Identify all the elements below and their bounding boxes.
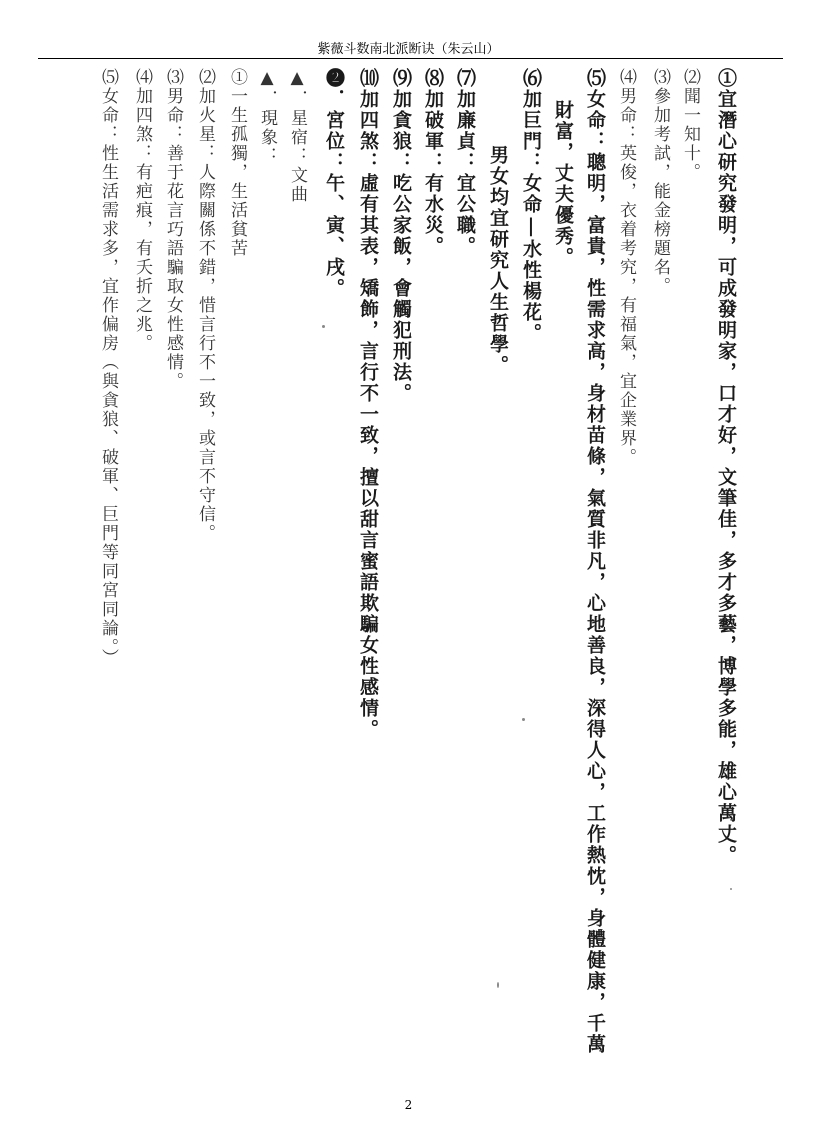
text-column-2: ⑵聞一知十。 [680, 68, 700, 182]
text-column-16: ①一生孤獨，生活貧苦 [227, 68, 247, 258]
scan-speck [497, 982, 499, 988]
scan-speck [522, 718, 525, 721]
text-column-12: ⑽加四煞：虛有其表，矯飾，言行不一致，擅以甜言蜜語欺騙女性感情。 [357, 68, 379, 740]
text-column-8: 男女均宜研究人生哲學。 [487, 145, 509, 376]
text-column-17: ⑵加火星：人際關係不錯，惜言行不一致，或言不守信。 [195, 68, 215, 543]
text-column-14: ▲．星宿：文曲 [287, 68, 307, 204]
text-column-11: ⑼加貪狼：吃公家飯，會觸犯刑法。 [390, 68, 412, 404]
text-column-13: ❷．宮位：午、寅、戌。 [323, 68, 345, 299]
text-column-6: 財富，丈夫優秀。 [552, 100, 574, 268]
text-column-3: ⑶參加考試，能金榜題名。 [650, 68, 670, 296]
text-column-7: ⑹加巨門：女命|水性楊花。 [520, 68, 542, 344]
text-column-10: ⑻加破軍：有水災。 [422, 68, 444, 257]
text-column-18: ⑶男命：善于花言巧語騙取女性感情。 [163, 68, 183, 391]
header-divider [38, 58, 783, 59]
page-number: 2 [404, 1098, 413, 1112]
text-column-19: ⑷加四煞：有疤痕，有夭折之兆。 [132, 68, 152, 353]
text-column-9: ⑺加廉貞：宜公職。 [454, 68, 476, 257]
text-column-1: ①宜潛心研究發明，可成發明家，口才好，文筆佳，多才多藝，博學多能，雄心萬丈。 [715, 68, 737, 866]
scan-speck [322, 325, 325, 328]
text-column-20: ⑸女命：性生活需求多，宜作偏房（與貪狼、破軍、巨門等同宮同論。） [98, 68, 118, 668]
scan-speck [730, 888, 732, 890]
text-column-5: ⑸女命：聰明，富貴，性需求高，身材苗條，氣質非凡，心地善良，深得人心，工作熱忱，身體健康，千萬 [584, 68, 606, 1055]
text-column-4: ⑷男命：英俊，衣着考究，有福氣，宜企業界。 [616, 68, 636, 467]
page-header-title: 紫薇斗数南北派断诀（朱云山） [317, 42, 500, 57]
text-column-15: ▲．現象： [257, 68, 277, 166]
